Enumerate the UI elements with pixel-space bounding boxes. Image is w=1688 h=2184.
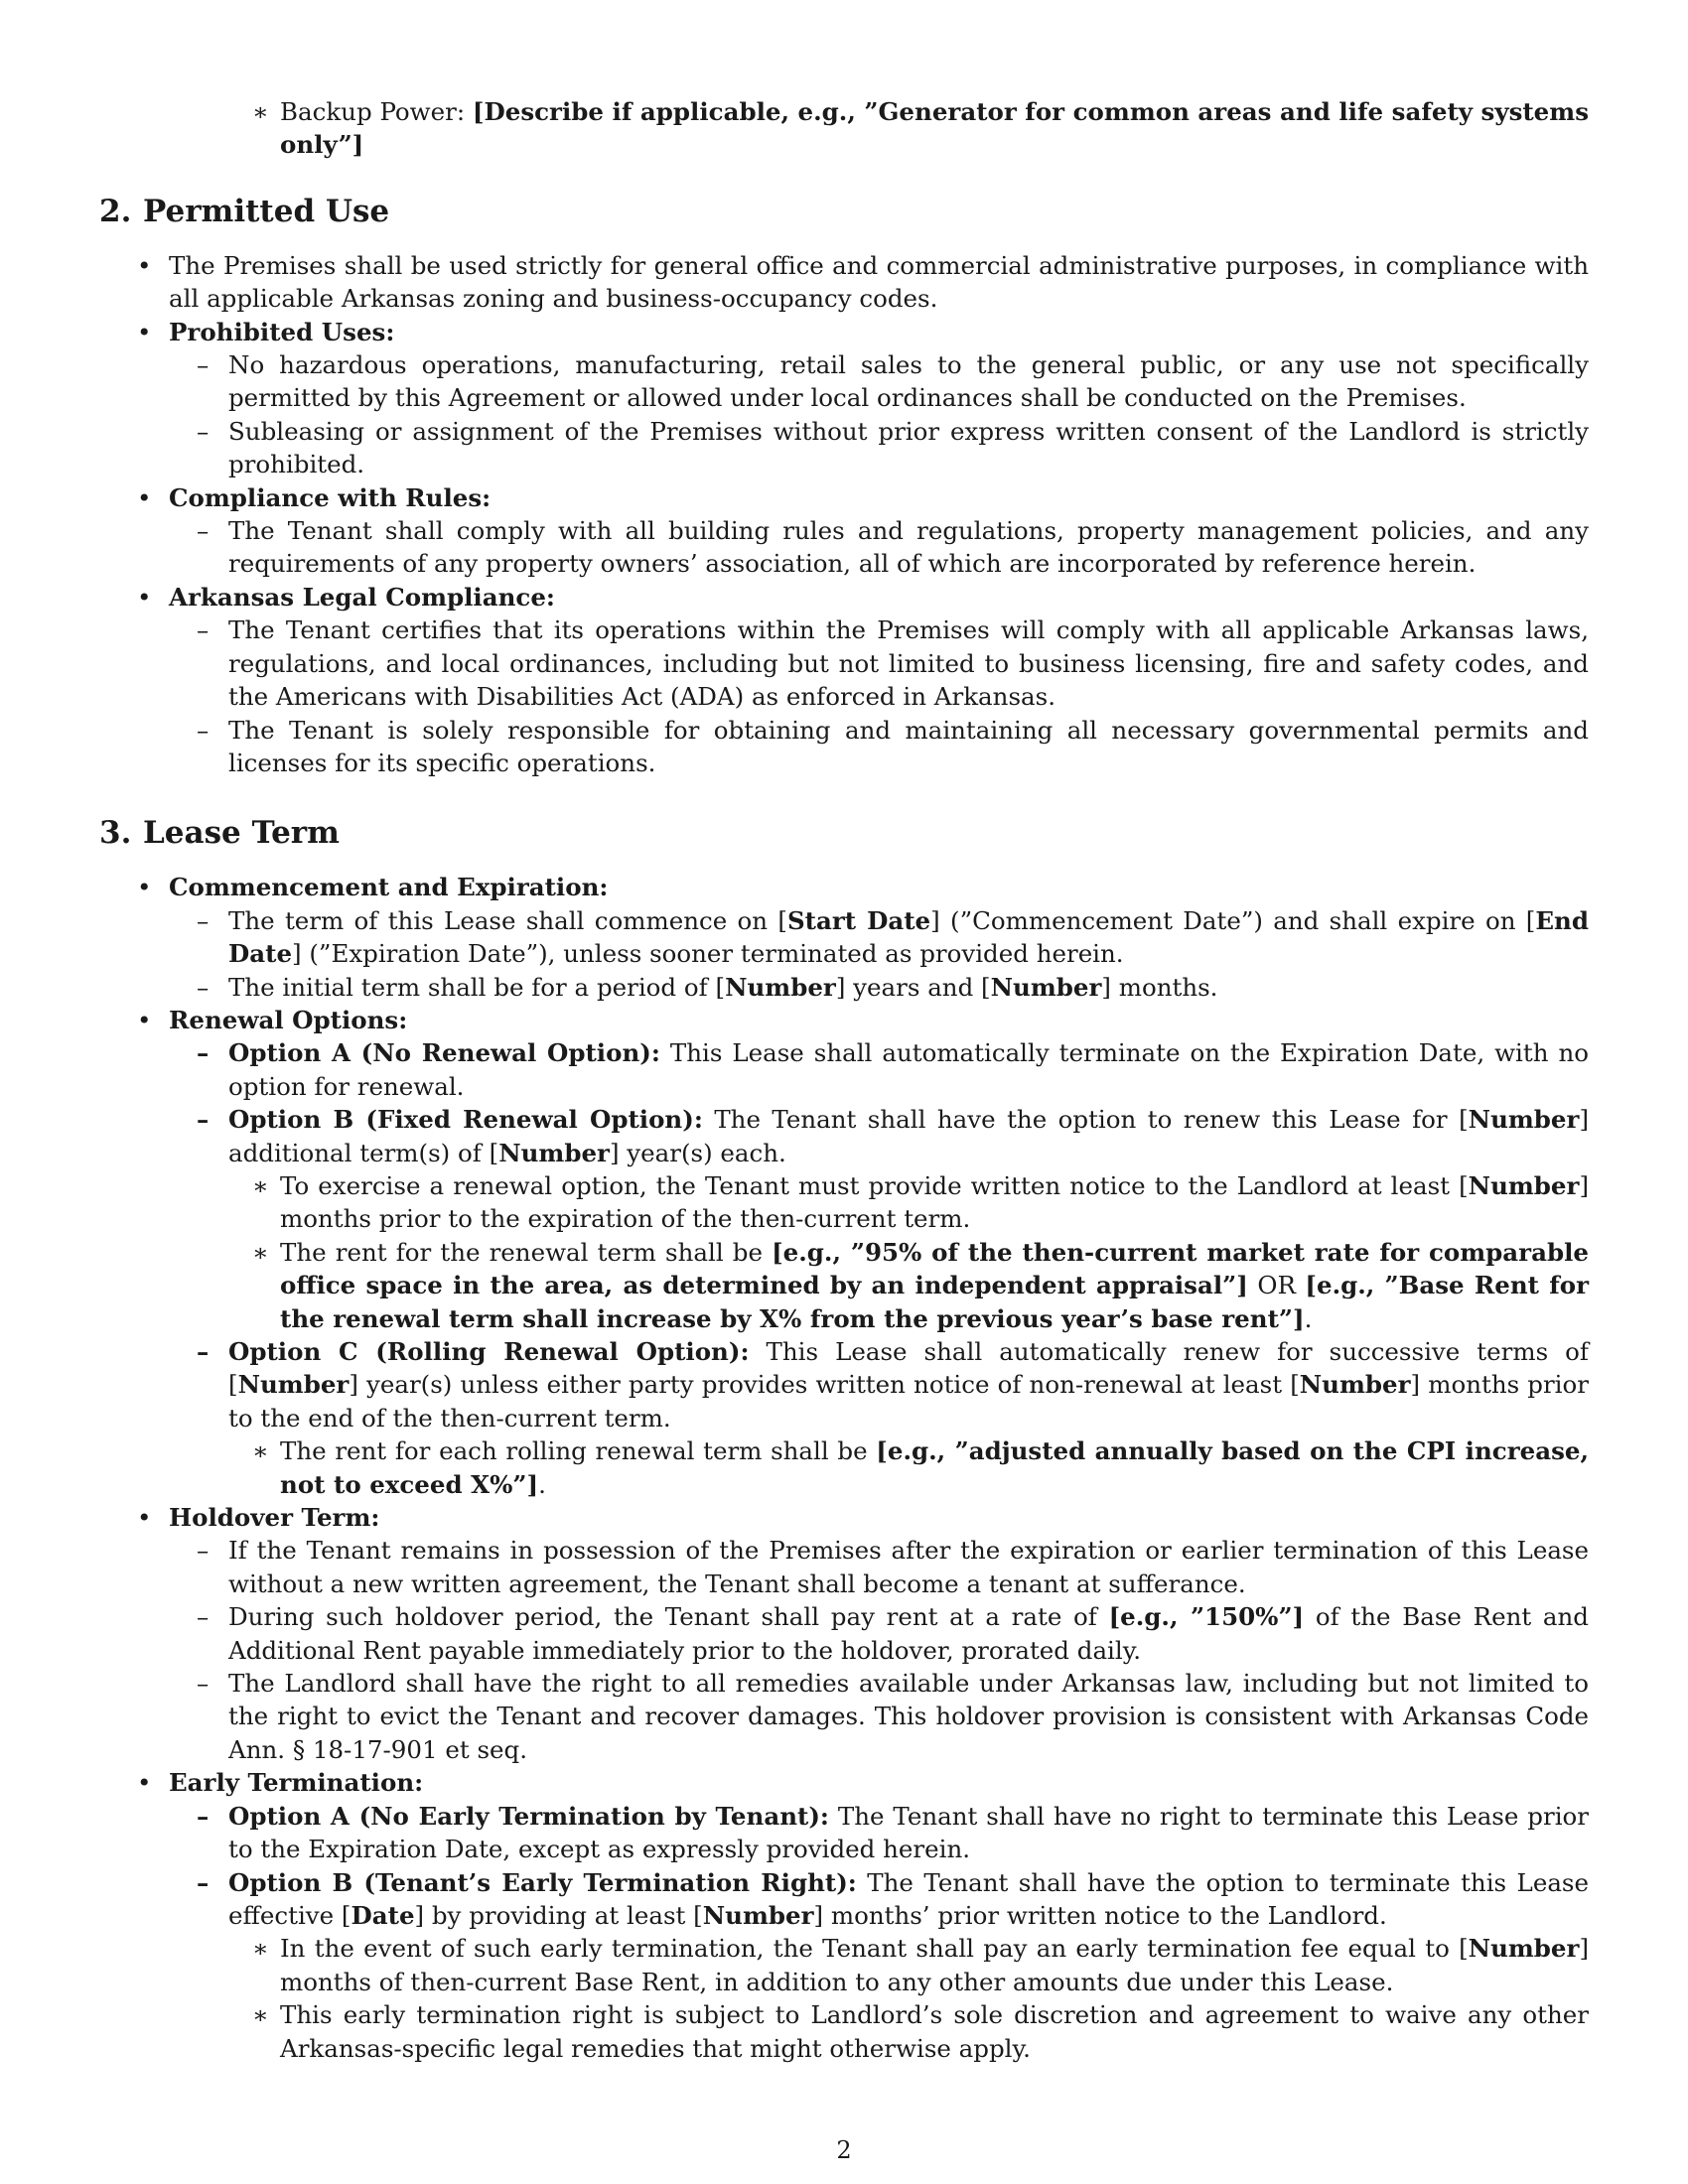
bullet-icon: • <box>137 1768 152 1798</box>
renewal-options-heading: • Renewal Options: <box>99 1004 1589 1036</box>
holdover-remedies-item: – The Landlord shall have the right to all remedies available under Arkansas law, including but not limited to the right to evict the Tenant and recover damages. This holdover provision is consistent with Arkansas Code Ann. § 18-17-901 et seq. <box>197 1669 1589 1764</box>
early-termination-option-b: – Option B (Tenant’s Early Termination Right): The Tenant shall have the option to terminate this Lease effective [Date] by providing at least [Number] months’ prior written notice to the Landlord. <box>197 1867 1590 1930</box>
dash-bullet-icon: – <box>197 516 210 546</box>
holdover-item: – If the Tenant remains in possession of the Premises after the expiration or earlier termination of this Lease without a new written agreement, the Tenant shall become a tenant at sufferance. <box>197 1536 1589 1598</box>
document-page <box>99 95 1589 2065</box>
permitted-use-intro: • The Premises shall be used strictly for general office and commercial administrative purposes, in compliance with all applicable Arkansas zoning and business-occupancy codes. <box>137 250 1589 314</box>
dash-bullet-icon: – <box>197 416 210 446</box>
dash-bullet-icon: – <box>197 1801 210 1831</box>
asterisk-bullet-icon: ∗ <box>252 1436 269 1466</box>
backup-power-item: ∗ Backup Power: [Describe if applicable, e.g., ”Generator for common areas and life safety systems only”] <box>252 97 1589 160</box>
prohibited-use-item: – No hazardous operations, manufacturing, retail sales to the general public, or any use not specifically permitted by this Agreement or allowed under local ordinances shall be conducted on the Premises. <box>197 350 1589 413</box>
bullet-icon: • <box>137 873 152 902</box>
renewal-option-b-rent: ∗ The rent for the renewal term shall be [e.g., ”95% of the then-current market rate for comparable office space in the area, as determined by an independent appraisal”] OR [e.g., ”Base Rent for the renewal term shall increase by X% from the previous year’s base rent”]. <box>252 1237 1589 1333</box>
asterisk-bullet-icon: ∗ <box>252 1170 269 1200</box>
dash-bullet-icon: – <box>197 715 210 745</box>
dash-bullet-icon: – <box>197 615 210 645</box>
early-termination-option-a: – Option A (No Early Termination by Tenant): The Tenant shall have no right to terminate this Lease prior to the Expiration Date, except as expressly provided herein. <box>197 1801 1589 1864</box>
bullet-icon: • <box>137 1005 152 1034</box>
holdover-rent-item: – During such holdover period, the Tenant shall pay rent at a rate of [e.g., ”150%”] of the Base Rent and Additional Rent payable immediately prior to the holdover, prorated daily. <box>197 1602 1589 1665</box>
prohibited-uses-heading: • Prohibited Uses: <box>99 316 1589 348</box>
renewal-option-c: – Option C (Rolling Renewal Option): This Lease shall automatically renew for successive terms of [Number] year(s) unless either party provides written notice of non-renewal at least [Number] months prior to the end of the then-current term. <box>197 1337 1589 1433</box>
dash-bullet-icon: – <box>197 1602 210 1632</box>
early-termination-fee: ∗ In the event of such early termination, the Tenant shall pay an early termination fee equal to [Number] months of then-current Base Rent, in addition to any other amounts due under this Lease. <box>252 1934 1589 1996</box>
dash-bullet-icon: – <box>197 1669 210 1699</box>
dash-bullet-icon: – <box>197 1105 210 1135</box>
asterisk-bullet-icon: ∗ <box>252 2000 269 2030</box>
bullet-icon: • <box>137 317 152 346</box>
renewal-option-c-rent: ∗ The rent for each rolling renewal term shall be [e.g., ”adjusted annually based on the CPI increase, not to exceed X%”]. <box>252 1436 1589 1499</box>
bullet-icon: • <box>137 250 152 280</box>
dash-bullet-icon: – <box>197 1536 210 1566</box>
holdover-heading: • Holdover Term: <box>99 1501 1589 1534</box>
dash-bullet-icon: – <box>197 350 210 380</box>
dash-bullet-icon: – <box>197 1038 210 1068</box>
section-2-heading: 2. Permitted Use <box>99 193 390 229</box>
page-number: 2 <box>836 2136 852 2164</box>
legal-compliance-heading: • Arkansas Legal Compliance: <box>99 581 1589 614</box>
compliance-rules-heading: • Compliance with Rules: <box>99 481 1589 514</box>
dash-bullet-icon: – <box>197 972 210 1002</box>
dash-bullet-icon: – <box>197 905 210 935</box>
prohibited-use-item: – Subleasing or assignment of the Premises without prior express written consent of the Landlord is strictly prohibited. <box>197 416 1589 479</box>
early-termination-heading: • Early Termination: <box>99 1766 1589 1799</box>
commencement-item: – The term of this Lease shall commence on [Start Date] (”Commencement Date”) and shall expire on [End Date] (”Expiration Date”), unless sooner terminated as provided herein. <box>197 905 1589 969</box>
initial-term-item: – The initial term shall be for a period of [Number] years and [Number] months. <box>99 971 1589 1004</box>
bullet-icon: • <box>137 482 152 512</box>
dash-bullet-icon: – <box>197 1867 210 1897</box>
legal-compliance-item: – The Tenant certifies that its operations within the Premises will comply with all applicable Arkansas laws, regulations, and local ordinances, including but not limited to business licensing, fire and safety codes, and the Americans with Disabilities Act (ADA) as enforced in Arkansas. <box>197 615 1589 712</box>
renewal-option-b: – Option B (Fixed Renewal Option): The Tenant shall have the option to renew this Lease for [Number] additional term(s) of [Number] year(s) each. <box>197 1105 1589 1167</box>
early-termination-discretion: ∗ This early termination right is subject to Landlord’s sole discretion and agreement to waive any other Arkansas-specific legal remedies that might otherwise apply. <box>252 2000 1589 2063</box>
bullet-icon: • <box>137 1503 152 1533</box>
dash-bullet-icon: – <box>197 1337 210 1366</box>
commencement-heading: • Commencement and Expiration: <box>99 871 1589 903</box>
asterisk-bullet-icon: ∗ <box>252 1237 269 1267</box>
renewal-option-a: – Option A (No Renewal Option): This Lease shall automatically terminate on the Expiration Date, with no option for renewal. <box>197 1038 1589 1101</box>
renewal-option-b-notice: ∗ To exercise a renewal option, the Tenant must provide written notice to the Landlord at least [Number] months prior to the expiration of the then-current term. <box>252 1170 1589 1234</box>
asterisk-bullet-icon: ∗ <box>252 97 269 126</box>
section-3-heading: 3. Lease Term <box>99 815 340 852</box>
compliance-rules-item: – The Tenant shall comply with all building rules and regulations, property management policies, and any requirements of any property owners’ association, all of which are incorporated by reference herein. <box>197 516 1589 579</box>
bullet-icon: • <box>137 582 152 612</box>
asterisk-bullet-icon: ∗ <box>252 1934 269 1964</box>
legal-compliance-item: – The Tenant is solely responsible for obtaining and maintaining all necessary governmental permits and licenses for its specific operations. <box>197 715 1589 777</box>
